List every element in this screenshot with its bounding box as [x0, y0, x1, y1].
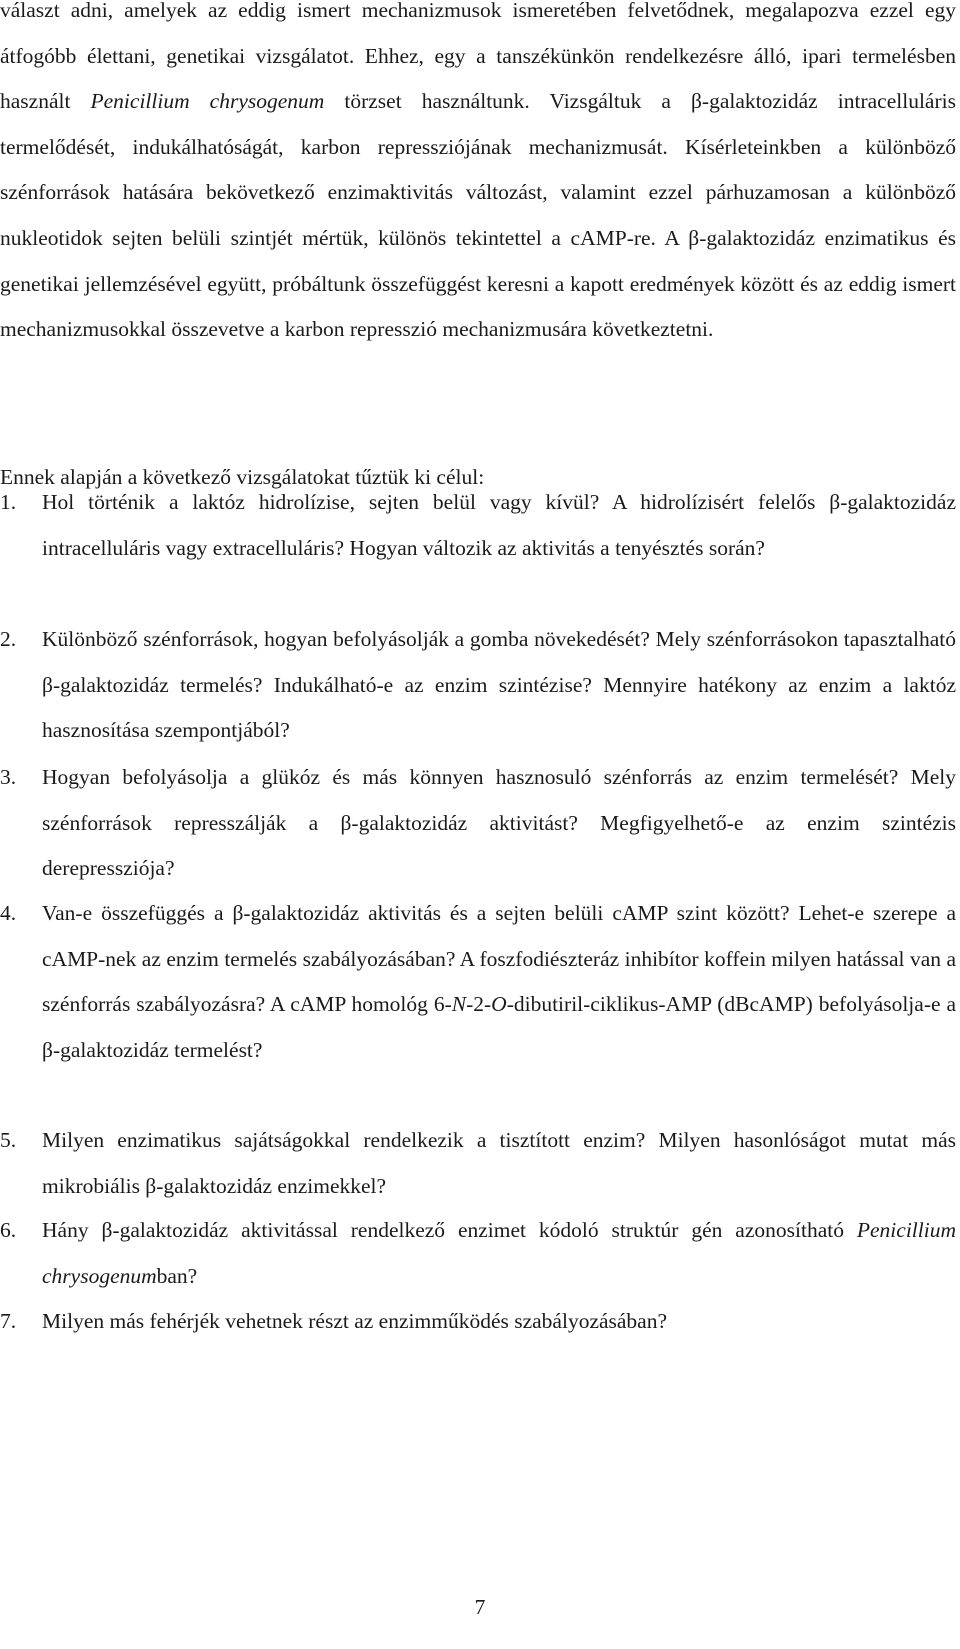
question-number: 7. [0, 1309, 17, 1333]
question-text: Milyen más fehérjék vehetnek részt az enzimműködés szabályozásában? [42, 1309, 668, 1333]
species-name: Penicillium chrysogenum [90, 89, 325, 114]
question-item-6 [0, 1208, 956, 1299]
question-text: Különböző szénforrások, hogyan befolyásolják a gomba növekedését? Mely szénforrásokon tapasztalható β-galaktozidáz termelés? Indukálható-e az enzim szintézise? Mennyire hatékony az enzim a laktóz hasznosítása szempontjából? [42, 627, 956, 743]
question-text: Milyen enzimatikus sajátságokkal rendelkezik a tisztított enzim? Milyen hasonlóságot mutat más mikrobiális β-galaktozidáz enzimekkel? [42, 1128, 956, 1198]
question-item-1 [0, 480, 956, 571]
question-number: 1. [0, 490, 17, 514]
intro-text-2: törzset használtunk. Vizsgáltuk a β-galaktozidáz intracelluláris termelődését, indukálhatóságát, karbon repressziójának mechanizmusát. Kísérleteinkben a különböző szénforrások hatására bekövetkező enzimaktivitás változást, valamint ezzel párhuzamosan a különböző nukleotidok sejten belüli szintjét mértük, különös tekintettel a cAMP-re. A β-galaktozidáz enzimatikus és genetikai jellemzésével együtt, próbáltunk összefüggést keresni a kapott eredmények között és az eddig ismert mechanizmusokkal összevetve a karbon represszió mechanizmusára következtetni. [0, 89, 956, 342]
question-number: 4. [0, 901, 17, 925]
question-item-2 [0, 617, 956, 754]
species-name: Penicillium chrysogenum [42, 1218, 956, 1288]
question-number: 2. [0, 627, 17, 651]
question-text: Hogyan befolyásolja a glükóz és más könnyen hasznosuló szénforrás az enzim termelését? Mely szénforrások represszálják a β-galaktozidáz aktivitást? Megfigyelhető-e az enzim szintézis derepressziója? [42, 765, 956, 881]
question-number: 6. [0, 1218, 17, 1242]
intro-text-1: választ adni, amelyek az eddig ismert mechanizmusok ismeretében felvetődnek, megalapozva ezzel egy átfogóbb élettani, genetikai vizsgálatot. Ehhez, egy a tanszékünkön rendelkezésre álló, ipari termelésben használt [0, 0, 956, 114]
question-text: Van-e összefüggés a β-galaktozidáz aktivitás és a sejten belüli cAMP szint között? Lehet-e szerepe a cAMP-nek az enzim termelés szabályozásában? A foszfodiészteráz inhibítor koffein milyen hatással van a szénforrás szabályozásra? A cAMP homológ 6-N-2-O-dibutiril-ciklikus-AMP (dBcAMP) befolyásolja-e a β-galaktozidáz termelést? [42, 901, 956, 1062]
question-text: Hol történik a laktóz hidrolízise, sejten belül vagy kívül? A hidrolízisért felelős β-galaktozidáz intracelluláris vagy extracelluláris? Hogyan változik az aktivitás a tenyésztés során? [42, 490, 956, 560]
question-number: 5. [0, 1128, 17, 1152]
objectives-lead: Ennek alapján a következő vizsgálatokat tűztük ki célul: [0, 465, 485, 489]
intro-paragraph [0, 0, 956, 353]
question-text: Hány β-galaktozidáz aktivitással rendelkező enzimet kódoló struktúr gén azonosítható Penicillium chrysogenumban? [42, 1218, 956, 1288]
question-item-4 [0, 891, 956, 1073]
question-item-3 [0, 755, 956, 892]
question-item-5 [0, 1118, 956, 1209]
question-number: 3. [0, 765, 17, 789]
page-number: 7 [474, 1595, 486, 1619]
question-item-7 [0, 1299, 956, 1345]
